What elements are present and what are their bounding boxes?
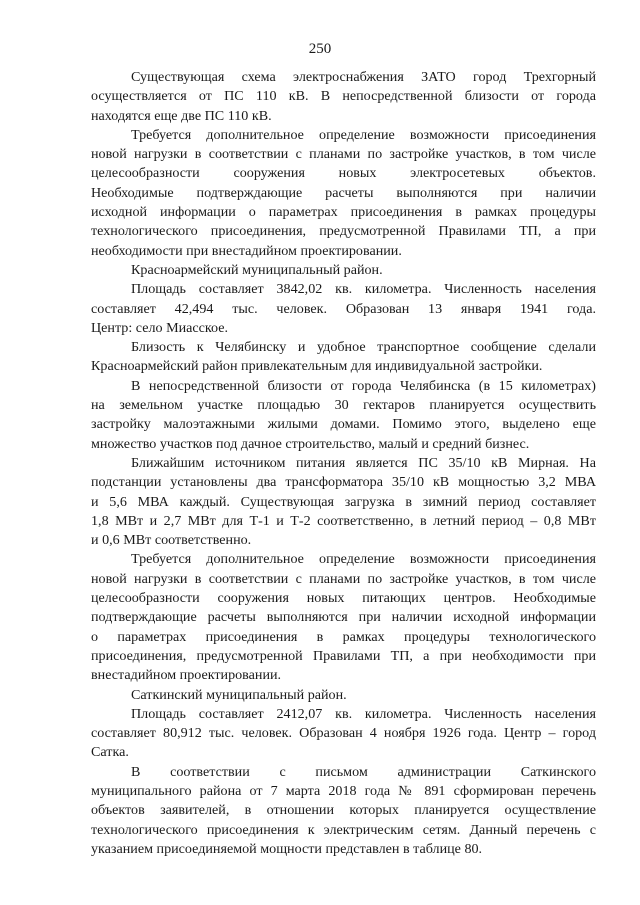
text-line: составляет 80,912 тыс. человек. Образован 4 ноября 1926 года. Центр – город (91, 725, 596, 742)
text-line: новой нагрузки в соответствии с планами по застройке участков, в том числе (91, 146, 596, 163)
text-line: осуществляется от ПС 110 кВ. В непосредственной близости от города (91, 88, 596, 105)
text-line: В непосредственной близости от города Челябинска (в 15 километрах) (131, 377, 596, 394)
text-line: Требуется дополнительное определение возможности присоединения (131, 551, 596, 568)
text-line: целесообразности сооружения новых электросетевых объектов. (91, 165, 596, 182)
text-line: В соответствии с письмом администрации Саткинского (131, 763, 596, 780)
text-line: Близость к Челябинску и удобное транспортное сообщение сделали (131, 339, 596, 356)
text-line: указанием присоединяемой мощности представлен в таблице 80. (91, 840, 483, 857)
paragraph (91, 126, 596, 261)
text-line: Необходимые подтверждающие расчеты выполняются при наличии (91, 184, 596, 201)
text-line: Саткинский муниципальный район. (131, 686, 347, 703)
text-line: исходной информации о параметрах присоединения в рамках процедуры (91, 204, 596, 221)
text-line: муниципального района от 7 марта 2018 года № 891 сформирован перечень (91, 782, 596, 799)
text-line: технологического присоединения к электрическим сетям. Данный перечень с (91, 821, 596, 838)
text-line: подстанции установлены два трансформатора 35/10 кВ мощностью 3,2 МВА (91, 474, 596, 491)
text-line: новой нагрузки в соответствии с планами по застройке участков, в том числе (91, 570, 596, 587)
text-line: множество участков под дачное строительство, малый и средний бизнес. (91, 435, 530, 452)
paragraph (91, 377, 596, 454)
text-line: Площадь составляет 2412,07 кв. километра. Численность населения (131, 705, 596, 722)
text-line: Сатка. (91, 744, 129, 761)
text-line: необходимости при внестадийном проектировании. (91, 242, 402, 259)
text-line: Площадь составляет 3842,02 кв. километра. Численность населения (131, 281, 596, 298)
text-line: Существующая схема электроснабжения ЗАТО город Трехгорный (131, 69, 596, 85)
text-line: 1,8 МВт и 2,7 МВт для Т-1 и Т-2 соответственно, в летний период – 0,8 МВт (91, 512, 596, 529)
paragraph (91, 68, 596, 126)
text-line: Требуется дополнительное определение возможности присоединения (131, 126, 596, 143)
text-line: находятся еще две ПС 110 кВ. (91, 107, 272, 124)
text-line: составляет 42,494 тыс. человек. Образован 13 января 1941 года. (91, 300, 596, 317)
text-line: внестадийном проектировании. (91, 667, 282, 684)
text-line: Красноармейский муниципальный район. (131, 261, 383, 278)
body-text (91, 68, 596, 859)
paragraph (91, 550, 596, 685)
page-number: 250 (308, 41, 332, 57)
text-line: объектов заявителей, в отношении которых планируется осуществление (91, 802, 596, 819)
paragraph (91, 763, 596, 859)
paragraph (91, 338, 596, 377)
text-line: Ближайшим источником питания является ПС 35/10 кВ Мирная. На (131, 454, 596, 471)
text-line: и 0,6 МВт соответственно. (91, 532, 252, 549)
paragraph (91, 261, 596, 280)
paragraph (91, 280, 596, 338)
text-line: целесообразности сооружения новых питающих центров. Необходимые (91, 590, 596, 607)
text-line: присоединения, предусмотренной Правилами ТП, а при необходимости при (91, 647, 596, 664)
text-line: и 5,6 МВА каждый. Существующая загрузка в зимний период составляет (91, 493, 596, 510)
text-line: застройку малоэтажными жилыми домами. Помимо этого, выделено еще (91, 416, 596, 433)
text-line: технологического присоединения, предусмотренной Правилами ТП, а при (91, 223, 596, 240)
text-line: Красноармейский район привлекательным для индивидуальной застройки. (91, 358, 543, 375)
text-line: на земельном участке площадью 30 гектаров планируется осуществить (91, 397, 596, 414)
paragraph (91, 686, 596, 705)
paragraph (91, 705, 596, 763)
text-line: о параметрах присоединения в рамках процедуры технологического (91, 628, 596, 645)
text-line: подтверждающие расчеты выполняются при наличии исходной информации (91, 609, 596, 626)
paragraph (91, 454, 596, 550)
text-line: Центр: село Миасское. (91, 319, 229, 336)
